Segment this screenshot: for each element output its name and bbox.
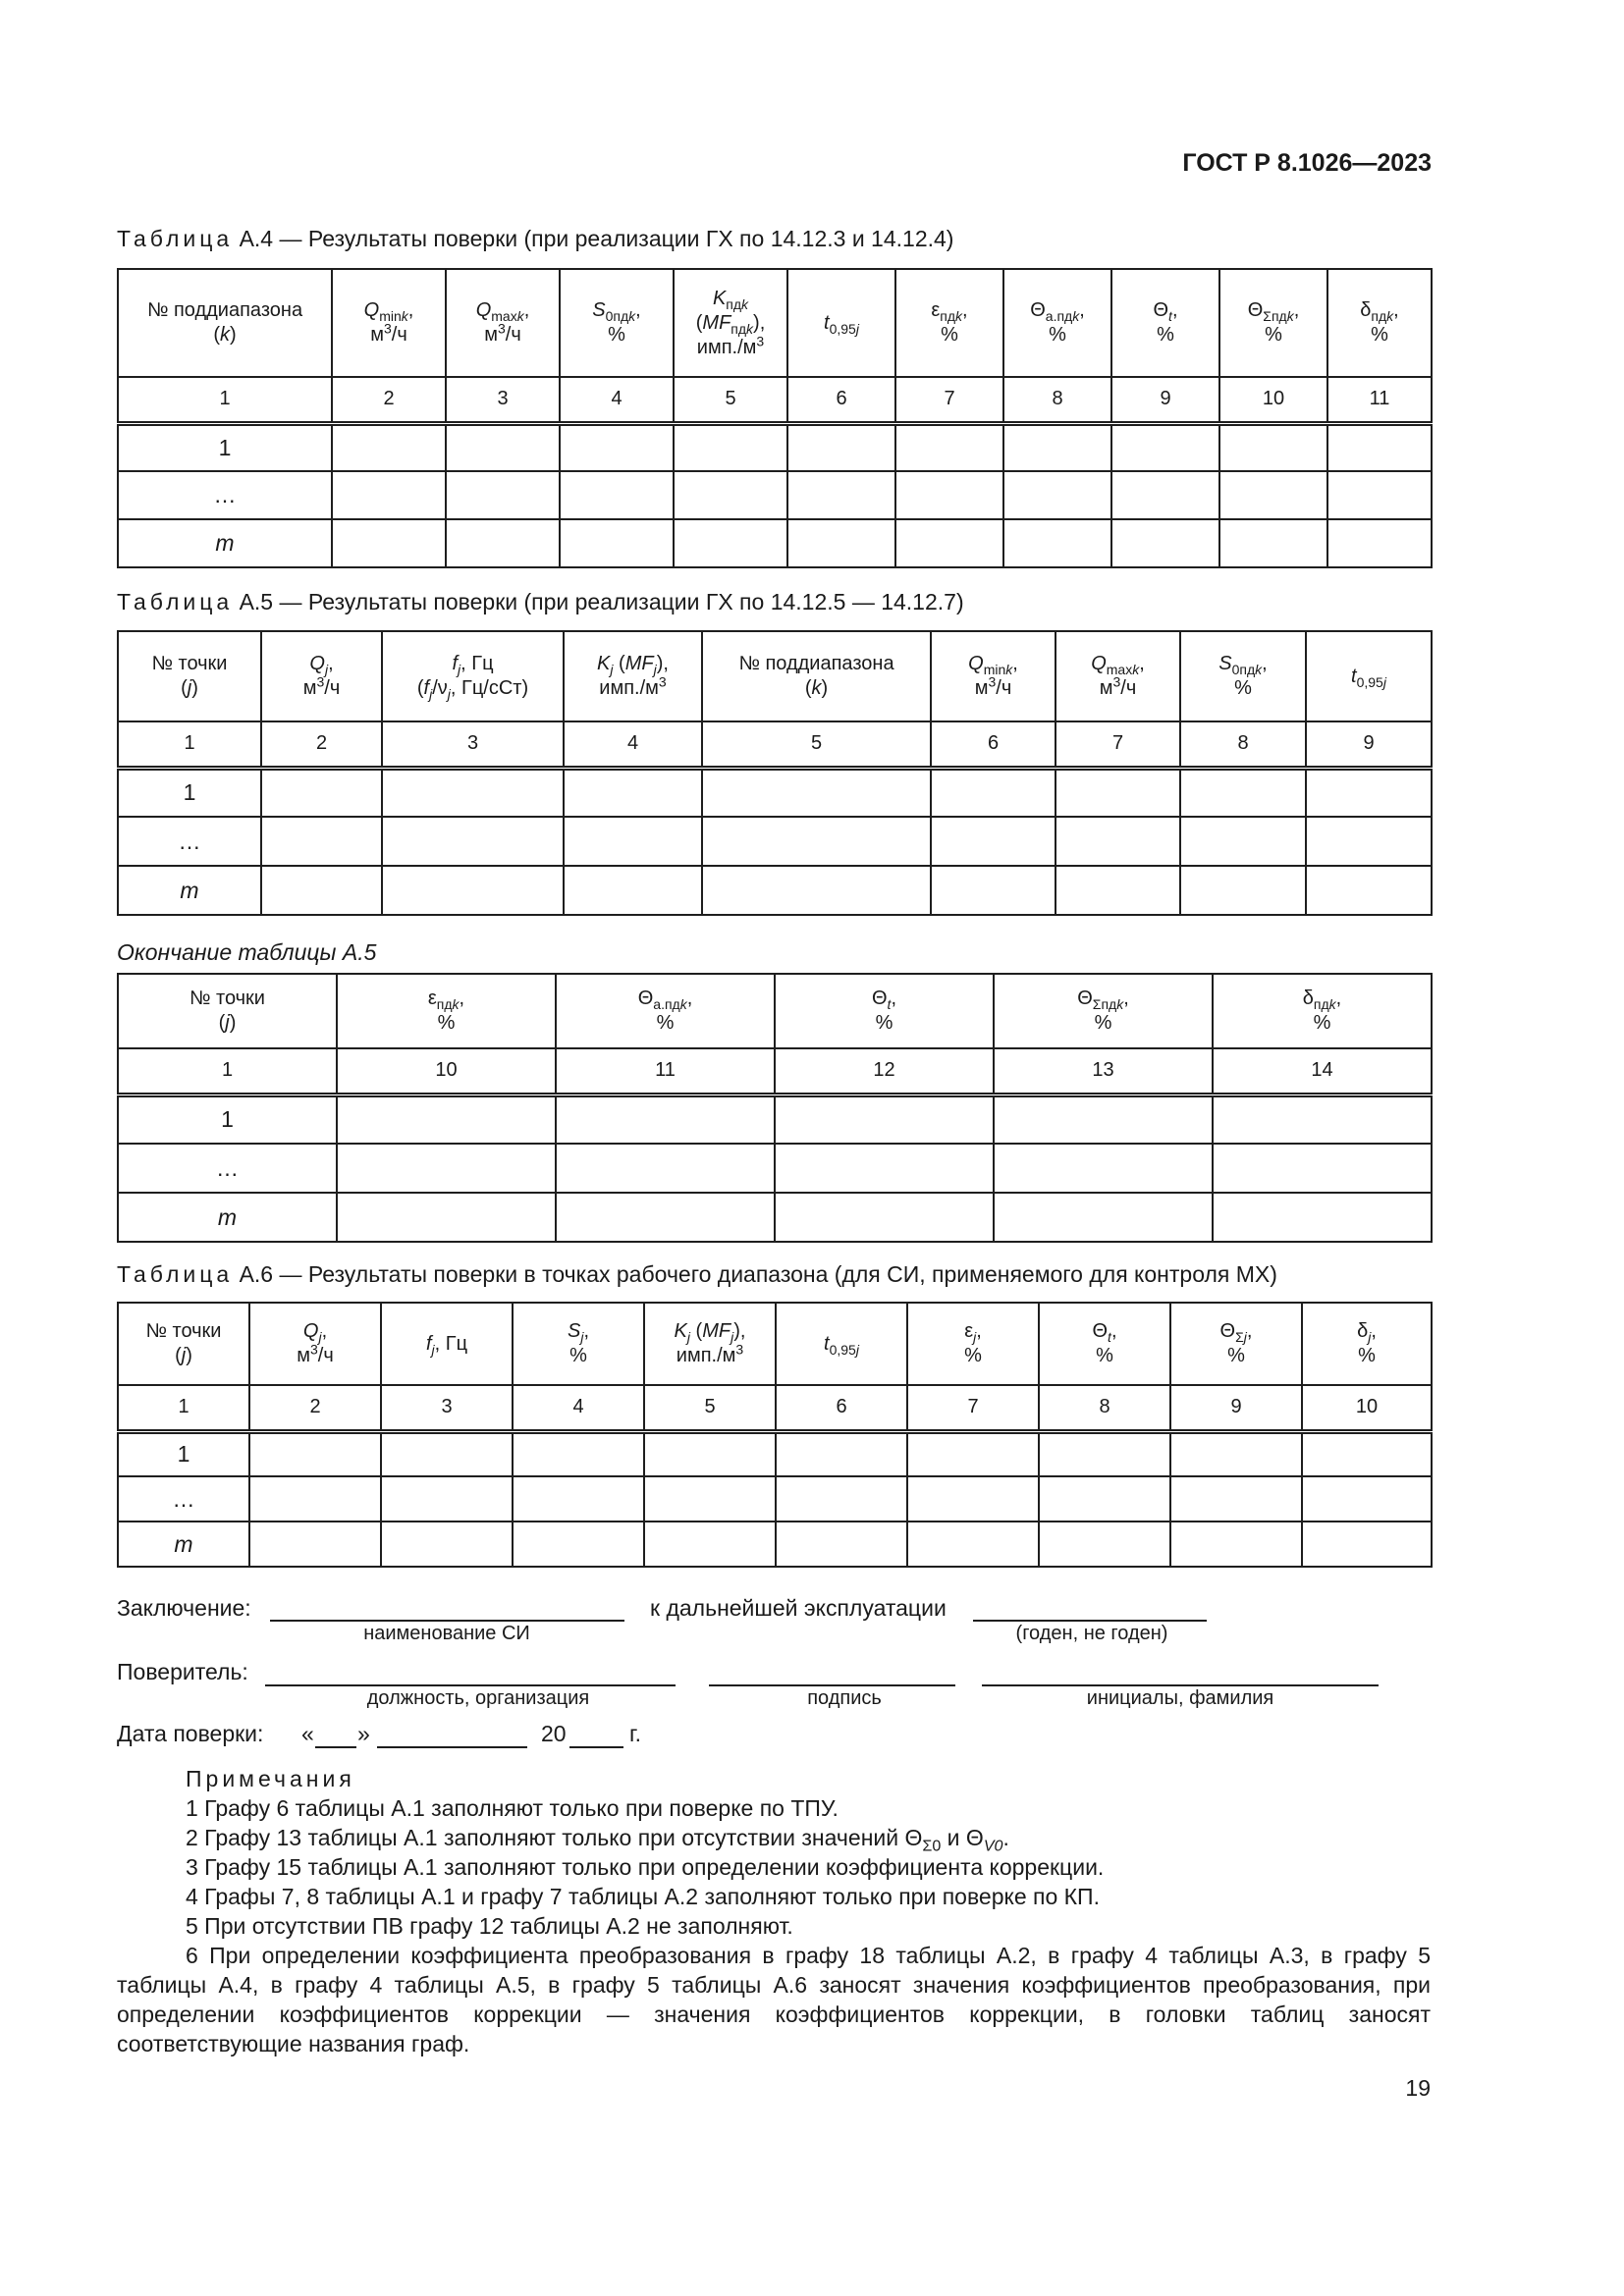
col-header: $S_{0пдk}$, % xyxy=(560,269,674,377)
col-number: 1 xyxy=(118,721,261,768)
column-number-row xyxy=(118,377,1432,423)
signature-caption: подпись xyxy=(807,1687,882,1709)
si-name-line[interactable] xyxy=(270,1620,624,1622)
col-number: 6 xyxy=(931,721,1056,768)
row-label: 1 xyxy=(118,423,332,471)
col-number: 3 xyxy=(446,377,560,423)
table-row xyxy=(118,1193,1432,1242)
col-header: $\delta_{пдk}$, % xyxy=(1327,269,1432,377)
row-label: m xyxy=(118,519,332,567)
col-number: 3 xyxy=(382,721,564,768)
si-name-caption: наименование СИ xyxy=(363,1623,530,1644)
col-header: $\varepsilon_j$, % xyxy=(907,1303,1039,1385)
col-header: № точки (j) xyxy=(118,974,337,1048)
col-number: 3 xyxy=(381,1385,513,1431)
year-line[interactable] xyxy=(569,1746,623,1748)
table-a6-caption: Таблица А.6 — Результаты поверки в точках рабочего диапазона (для СИ, применяемого для контроля МХ) xyxy=(117,1261,1277,1287)
col-header: $Q_j$, $м^3/ч$ xyxy=(261,631,382,721)
col-header: $\Theta_t$, % xyxy=(1039,1303,1170,1385)
col-number: 2 xyxy=(249,1385,381,1431)
note-2: 2 Графу 13 таблицы А.1 заполняют только при отсутствии значений $\Theta_{\Sigma 0}$ и $\Theta_{V0}$. xyxy=(186,1825,1009,1855)
col-header: $Q_{maxk}$, $м^3/ч$ xyxy=(1056,631,1180,721)
fitness-caption: (годен, не годен) xyxy=(1015,1623,1168,1644)
notes-block xyxy=(117,1764,1431,2058)
col-header: $t_{0,95j}$ xyxy=(1306,631,1432,721)
table-header-row xyxy=(118,1303,1432,1385)
note-1: 1 Графу 6 таблицы А.1 заполняют только при поверке по ТПУ. xyxy=(186,1795,839,1821)
row-label: … xyxy=(118,817,261,866)
conclusion-mid-text: к дальнейшей эксплуатации xyxy=(650,1595,947,1621)
col-header: $Q_{maxk}$, $м^3/ч$ xyxy=(446,269,560,377)
notes-title: Примечания xyxy=(186,1766,355,1791)
col-number: 9 xyxy=(1306,721,1432,768)
col-number: 7 xyxy=(1056,721,1180,768)
col-header: № точки (j) xyxy=(118,1303,249,1385)
fitness-line[interactable] xyxy=(973,1620,1207,1622)
month-line[interactable] xyxy=(377,1746,527,1748)
year-prefix: 20 xyxy=(541,1721,567,1746)
note-6: 6 При определении коэффициента преобразования в графу 18 таблицы А.2, в графу 4 таблицы А.3, в графу 5 таблицы А.4, в графу 4 таблицы А.5, в графу 5 таблицы А.6 заносят значения коэффициентов преобразования, при определении коэффициентов коррекции — значения коэффициентов коррекции, в головки таблиц заносят соответствующие названия граф. xyxy=(117,1943,1431,2056)
table-header-row xyxy=(118,631,1432,721)
col-header: $\Theta_{\Sigma j}$, % xyxy=(1170,1303,1302,1385)
col-number: 9 xyxy=(1170,1385,1302,1431)
table-header-row xyxy=(118,974,1432,1048)
table-a5 xyxy=(117,630,1433,916)
col-header: $\Theta_t$, % xyxy=(775,974,994,1048)
col-header: $f_j$, Гц xyxy=(381,1303,513,1385)
table-a5-caption: Таблица А.5 — Результаты поверки (при реализации ГХ по 14.12.5 — 14.12.7) xyxy=(117,589,964,614)
col-header: № точки (j) xyxy=(118,631,261,721)
col-header: $Q_{mink}$, $м^3/ч$ xyxy=(931,631,1056,721)
col-header: $f_j$, Гц ($f_j/\nu_j$, Гц/сСт) xyxy=(382,631,564,721)
initials-line[interactable] xyxy=(982,1684,1379,1686)
date-close-quote: » xyxy=(357,1721,370,1746)
table-row xyxy=(118,1144,1432,1193)
col-header: $Q_j$, $м^3/ч$ xyxy=(249,1303,381,1385)
col-number: 10 xyxy=(1219,377,1327,423)
col-number: 8 xyxy=(1039,1385,1170,1431)
note-4: 4 Графы 7, 8 таблицы А.1 и графу 7 таблицы А.2 заполняют только при поверке по КП. xyxy=(186,1884,1100,1909)
col-number: 2 xyxy=(261,721,382,768)
col-number: 7 xyxy=(907,1385,1039,1431)
position-line[interactable] xyxy=(265,1684,676,1686)
note-3: 3 Графу 15 таблицы А.1 заполняют только при определении коэффициента коррекции. xyxy=(186,1854,1105,1880)
table-row xyxy=(118,471,1432,519)
col-header: $K_j$ $(MF_j)$, $имп./м^3$ xyxy=(644,1303,776,1385)
table-a5-end-caption: Окончание таблицы А.5 xyxy=(117,939,377,965)
position-caption: должность, организация xyxy=(366,1687,590,1709)
col-header: $\varepsilon_{пдk}$, % xyxy=(337,974,556,1048)
col-header: $t_{0,95j}$ xyxy=(776,1303,907,1385)
col-header: $S_j$, % xyxy=(513,1303,644,1385)
initials-caption: инициалы, фамилия xyxy=(1086,1687,1274,1709)
col-number: 4 xyxy=(564,721,702,768)
col-header: $K_j$ $(MF_j)$, $имп./м^3$ xyxy=(564,631,702,721)
row-label: 1 xyxy=(118,768,261,817)
column-number-row xyxy=(118,721,1432,768)
row-label: 1 xyxy=(118,1095,337,1144)
col-header: $\Theta_{а.пдk}$, % xyxy=(556,974,775,1048)
col-number: 12 xyxy=(775,1048,994,1095)
col-header: $\Theta_{\Sigma пдk}$, % xyxy=(1219,269,1327,377)
date-open-quote: « xyxy=(301,1721,314,1746)
row-label: … xyxy=(118,471,332,519)
col-number: 10 xyxy=(337,1048,556,1095)
row-label: m xyxy=(118,1522,249,1567)
col-number: 7 xyxy=(895,377,1003,423)
col-number: 5 xyxy=(674,377,787,423)
col-number: 8 xyxy=(1180,721,1306,768)
col-number: 14 xyxy=(1213,1048,1432,1095)
column-number-row xyxy=(118,1385,1432,1431)
col-number: 4 xyxy=(560,377,674,423)
col-number: 6 xyxy=(776,1385,907,1431)
conclusion-label: Заключение: xyxy=(117,1595,251,1621)
col-header: $S_{0пдk}$, % xyxy=(1180,631,1306,721)
note-5: 5 При отсутствии ПВ графу 12 таблицы А.2 не заполняют. xyxy=(186,1913,793,1939)
table-row xyxy=(118,768,1432,817)
col-number: 2 xyxy=(332,377,446,423)
col-number: 10 xyxy=(1302,1385,1432,1431)
day-line[interactable] xyxy=(315,1746,356,1748)
column-number-row xyxy=(118,1048,1432,1095)
col-header: $K_{пдk}$ $(MF_{пдk})$, $имп./м^3$ xyxy=(674,269,787,377)
col-number: 5 xyxy=(644,1385,776,1431)
col-header: $\Theta_{\Sigma пдk}$, % xyxy=(994,974,1213,1048)
page-number: 19 xyxy=(1405,2075,1431,2101)
row-label: 1 xyxy=(118,1431,249,1476)
row-label: … xyxy=(118,1144,337,1193)
table-row xyxy=(118,423,1432,471)
col-header: $\Theta_t$, % xyxy=(1111,269,1219,377)
col-number: 11 xyxy=(1327,377,1432,423)
col-header: $Q_{mink}$, $м^3/ч$ xyxy=(332,269,446,377)
table-a4-caption: Таблица А.4 — Результаты поверки (при реализации ГХ по 14.12.3 и 14.12.4) xyxy=(117,226,954,251)
col-header: № поддиапазона (k) xyxy=(702,631,931,721)
table-a5-end xyxy=(117,973,1433,1243)
table-row xyxy=(118,817,1432,866)
table-a4 xyxy=(117,268,1433,568)
col-header: $\delta_j$, % xyxy=(1302,1303,1432,1385)
col-number: 11 xyxy=(556,1048,775,1095)
table-row xyxy=(118,866,1432,915)
table-row xyxy=(118,1095,1432,1144)
table-row xyxy=(118,519,1432,567)
date-label: Дата поверки: xyxy=(117,1721,264,1746)
signature-line[interactable] xyxy=(709,1684,955,1686)
col-header: $t_{0,95j}$ xyxy=(787,269,895,377)
col-number: 13 xyxy=(994,1048,1213,1095)
year-suffix: г. xyxy=(629,1721,641,1746)
col-number: 1 xyxy=(118,377,332,423)
col-header: № поддиапазона (k) xyxy=(118,269,332,377)
col-header: $\varepsilon_{пдk}$, % xyxy=(895,269,1003,377)
col-number: 1 xyxy=(118,1048,337,1095)
col-number: 1 xyxy=(118,1385,249,1431)
document-code: ГОСТ Р 8.1026—2023 xyxy=(1182,149,1432,177)
row-label: m xyxy=(118,1193,337,1242)
col-header: $\Theta_{а.пдk}$, % xyxy=(1003,269,1111,377)
row-label: … xyxy=(118,1476,249,1522)
table-row xyxy=(118,1522,1432,1567)
col-number: 6 xyxy=(787,377,895,423)
table-row xyxy=(118,1431,1432,1476)
col-header: $\delta_{пдk}$, % xyxy=(1213,974,1432,1048)
verifier-label: Поверитель: xyxy=(117,1659,248,1684)
table-header-row xyxy=(118,269,1432,377)
row-label: m xyxy=(118,866,261,915)
col-number: 9 xyxy=(1111,377,1219,423)
table-a6 xyxy=(117,1302,1433,1568)
col-number: 4 xyxy=(513,1385,644,1431)
table-row xyxy=(118,1476,1432,1522)
col-number: 5 xyxy=(702,721,931,768)
col-number: 8 xyxy=(1003,377,1111,423)
